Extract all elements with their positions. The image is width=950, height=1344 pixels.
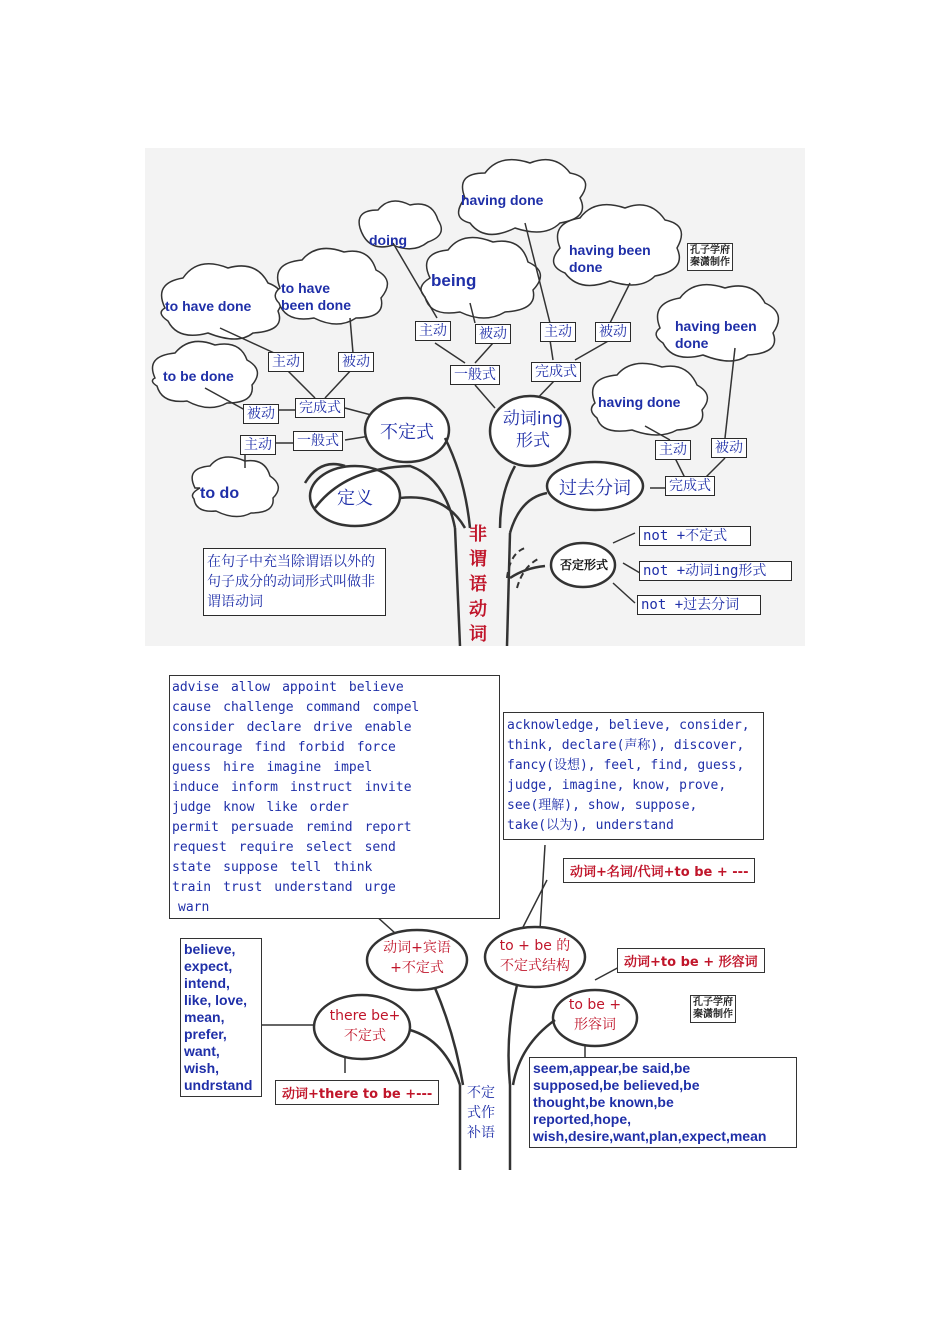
stamp-line-1: 孔子学府 — [693, 997, 733, 1008]
box-neg-pp: not +过去分词 — [637, 595, 761, 615]
verb-word: allow — [230, 680, 271, 695]
box-simple-inf: 一般式 — [293, 431, 343, 451]
verb-word: remind — [305, 820, 353, 835]
cloud-label-to-have-been-done: to have been done — [281, 280, 352, 313]
box-active-ing-simple: 主动 — [415, 321, 451, 341]
oval-label-there-be-inf: there be+ 不定式 — [329, 1008, 401, 1044]
verb-item: want, — [184, 1043, 220, 1059]
stamp-line-2: 秦潇制作 — [690, 257, 730, 268]
verb-list-row — [172, 758, 497, 778]
infinitive-complement-tree — [145, 665, 805, 1170]
verb-right-line: see(理解), show, suppose, — [507, 798, 698, 813]
verb-word: like — [266, 800, 298, 815]
verb-word: believe — [348, 680, 404, 695]
verb-word: train — [172, 880, 212, 895]
verb-list-row — [172, 698, 497, 718]
verb-word: request — [172, 840, 227, 855]
verb-word: understand — [274, 880, 353, 895]
trunk2-line: 补语 — [467, 1125, 495, 1141]
verb-word: urge — [364, 880, 396, 895]
verb-right-line: judge, imagine, know, prove, — [507, 778, 727, 793]
box-simple-ing: 一般式 — [450, 365, 500, 385]
verb-word: declare — [246, 720, 302, 735]
verb-item: expect, — [184, 958, 233, 974]
cloud-label-being: being — [431, 271, 477, 290]
verb-word: instruct — [289, 780, 353, 795]
verb-word: force — [356, 740, 396, 755]
oval-label-ing-form: 动词ing 形式 — [502, 409, 564, 451]
verb-word: command — [305, 700, 361, 715]
verb-item: mean, — [184, 1009, 225, 1025]
stamp-line-2: 秦潇制作 — [693, 1009, 733, 1020]
verb-word: find — [254, 740, 286, 755]
verb-word: cause — [172, 700, 212, 715]
verb-item: seem,appear,be said,be — [533, 1060, 691, 1076]
verb-list-row — [172, 858, 497, 878]
red-box-noun-to-be: 动词+名词/代词+to be + --- — [563, 858, 755, 883]
red-box-there-to-be: 动词+there to be +--- — [275, 1080, 439, 1105]
oval-label-past-participle: 过去分词 — [559, 478, 631, 499]
oval-label-to-be-adj: to be + 形容词 — [568, 997, 622, 1033]
verb-item: like, love, — [184, 992, 248, 1008]
box-perfect-pp: 完成式 — [665, 476, 715, 496]
verb-word: inform — [230, 780, 278, 795]
verb-word: permit — [172, 820, 219, 835]
verb-word: compel — [372, 700, 420, 715]
trunk-char-1: 非 — [469, 524, 487, 545]
red-box-to-be-adj: 动词+to be + 形容词 — [617, 948, 765, 973]
cloud-label-having-been-done-top: having been done — [569, 242, 651, 275]
verb-word: tell — [289, 860, 322, 875]
box-perfect-ing: 完成式 — [531, 362, 581, 382]
box-passive-pp: 被动 — [711, 438, 747, 458]
cloud-label-to-have-done: to have done — [165, 298, 252, 314]
oval-label-definition: 定义 — [337, 488, 373, 509]
box-active-ing-perfect: 主动 — [540, 322, 576, 342]
verb-word: report — [364, 820, 412, 835]
trunk2-line: 式作 — [467, 1105, 495, 1121]
verb-word: enable — [364, 720, 412, 735]
cloud-label-doing: doing — [369, 232, 408, 248]
trunk-char-3: 语 — [469, 574, 487, 595]
definition-text-box: 在句子中充当除谓语以外的句子成分的动词形式叫做非谓语动词 — [203, 548, 386, 616]
trunk2-line: 不定 — [467, 1085, 495, 1101]
verb-word: send — [364, 840, 396, 855]
cloud-label-to-do: to do — [200, 485, 240, 502]
oval-label-to-be-inf: to + be 的 不定式结构 — [499, 938, 571, 974]
oval-label-negative-form: 否定形式 — [559, 558, 608, 572]
verb-list-row — [172, 778, 497, 798]
stamp-author — [687, 243, 733, 271]
box-active-inf-perfect: 主动 — [268, 352, 304, 372]
verb-word: imagine — [266, 760, 322, 775]
verb-item: believe, — [184, 941, 236, 957]
verb-word: think — [333, 860, 373, 875]
verb-list-row — [172, 798, 497, 818]
verb-word: forbid — [297, 740, 345, 755]
verb-word: know — [223, 800, 255, 815]
verb-list-row — [172, 738, 497, 758]
verb-word: require — [238, 840, 294, 855]
verb-word: drive — [313, 720, 353, 735]
verb-word: select — [305, 840, 353, 855]
verb-list-there-be — [180, 938, 262, 1097]
verb-list-row — [172, 818, 497, 838]
verb-right-line: fancy(设想), feel, find, guess, — [507, 758, 745, 773]
verb-word: state — [172, 860, 212, 875]
box-neg-infinitive: not +不定式 — [639, 526, 751, 546]
verb-word: hire — [223, 760, 255, 775]
oval-label-infinitive: 不定式 — [380, 422, 434, 443]
cloud-label-to-be-done: to be done — [163, 368, 234, 384]
box-passive-inf-simple: 被动 — [243, 404, 279, 424]
verb-item: prefer, — [184, 1026, 227, 1042]
verb-item: intend, — [184, 975, 230, 991]
box-passive-inf-perfect: 被动 — [338, 352, 374, 372]
stamp-author-2 — [690, 995, 736, 1023]
trunk-char-4: 动 — [469, 599, 487, 620]
verb-word: judge — [172, 800, 212, 815]
verb-right-line: acknowledge, believe, consider, — [507, 718, 750, 733]
verb-item: reported,hope, — [533, 1111, 632, 1127]
verb-list-row — [172, 838, 497, 858]
trunk-label-2 — [467, 1083, 495, 1143]
verb-list-row — [172, 878, 497, 898]
verb-word: challenge — [223, 700, 294, 715]
verb-item: undrstand — [184, 1077, 253, 1093]
verb-word: persuade — [230, 820, 294, 835]
verb-list-row — [172, 678, 497, 698]
verb-list-row — [172, 898, 497, 918]
verb-word: invite — [364, 780, 412, 795]
verb-right-line: think, declare(声称), discover, — [507, 738, 745, 753]
box-passive-ing-perfect: 被动 — [595, 322, 631, 342]
verb-word: trust — [223, 880, 263, 895]
cloud-label-having-been-done-right: having been done — [675, 318, 757, 351]
verb-word: suppose — [223, 860, 278, 875]
verb-list-row — [172, 718, 497, 738]
oval-label-verb-object-inf: 动词+宾语 +不定式 — [383, 940, 451, 976]
non-finite-verb-tree — [145, 148, 805, 646]
verb-word: warn — [178, 900, 210, 915]
cloud-label-having-done-mid: having done — [598, 394, 681, 410]
cloud-label-having-done-top: having done — [461, 192, 544, 208]
verb-word: encourage — [172, 740, 243, 755]
verb-item: thought,be known,be — [533, 1094, 674, 1110]
verb-item: wish,desire,want,plan,expect,mean — [533, 1128, 767, 1144]
verb-item: wish, — [184, 1060, 220, 1076]
stamp-line-1: 孔子学府 — [690, 245, 730, 256]
box-active-pp: 主动 — [655, 440, 691, 460]
box-passive-ing-simple: 被动 — [475, 324, 511, 344]
trunk-char-2: 谓 — [469, 549, 487, 570]
box-neg-ing: not +动词ing形式 — [639, 561, 792, 581]
verb-item: supposed,be believed,be — [533, 1077, 700, 1093]
verb-list-seem — [529, 1057, 797, 1148]
verb-word: induce — [172, 780, 219, 795]
verb-list-left — [169, 675, 500, 919]
box-active-inf-simple: 主动 — [240, 435, 276, 455]
verb-word: order — [309, 800, 349, 815]
verb-word: consider — [172, 720, 235, 735]
verb-word: impel — [333, 760, 373, 775]
verb-list-right — [503, 712, 764, 840]
trunk-char-5: 词 — [469, 624, 487, 645]
verb-right-line: take(以为), understand — [507, 818, 674, 833]
verb-word: appoint — [282, 680, 337, 695]
verb-word: guess — [172, 760, 212, 775]
verb-word: advise — [172, 680, 219, 695]
box-perfect-inf: 完成式 — [295, 398, 345, 418]
